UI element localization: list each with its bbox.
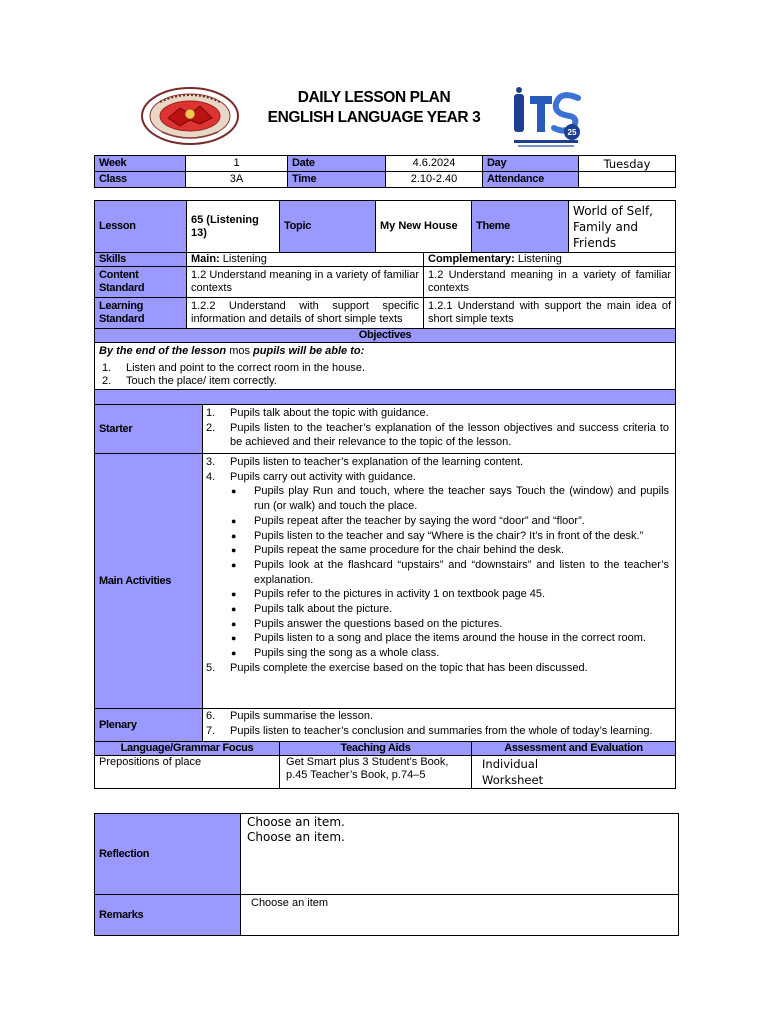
objectives-intro xyxy=(99,344,671,358)
learning-label-line1: Learning xyxy=(99,300,144,312)
main-text: Pupils listen to teacher’s explanation of the learning content. xyxy=(230,456,524,468)
reflection-dropdown-2[interactable]: Choose an item. xyxy=(247,830,345,844)
day-value: Tuesday xyxy=(579,156,676,172)
bullet-icon: ● xyxy=(231,589,237,600)
week-label: Week xyxy=(95,156,186,172)
learning-comp: 1.2.1 Understand with support the main idea of short simple texts xyxy=(424,298,676,329)
plenary-label: Plenary xyxy=(95,709,203,742)
bullet-icon: ● xyxy=(231,604,237,615)
date-value: 4.6.2024 xyxy=(386,156,483,172)
bullet-icon: ● xyxy=(231,545,237,556)
remarks-dropdown[interactable]: Choose an item xyxy=(241,895,679,936)
lesson-value: 65 (Listening 13) xyxy=(187,201,280,253)
comp-skill-label: Complementary: xyxy=(428,253,515,265)
objectives-intro-a: By the end of the lesson xyxy=(99,345,227,357)
starter-item xyxy=(203,421,669,450)
bullet-icon: ● xyxy=(231,633,237,644)
starter-label: Starter xyxy=(95,405,203,454)
assessment-value-line2: Worksheet xyxy=(482,773,544,787)
bullet-icon: ● xyxy=(231,648,237,659)
bullet-text: Pupils sing the song as a whole class. xyxy=(254,647,440,660)
topic-value: My New House xyxy=(376,201,472,253)
main-item xyxy=(203,661,669,676)
starter-number: 2. xyxy=(206,421,216,434)
bullet-text: Pupils listen to the teacher and say “Where is the chair? It’s in front of the desk.” xyxy=(254,529,644,542)
info-table xyxy=(94,155,676,188)
bullet-icon: ● xyxy=(231,486,237,497)
bullet-icon: ● xyxy=(231,515,237,526)
title-line-1: DAILY LESSON PLAN xyxy=(297,89,451,106)
main-skill-label: Main: xyxy=(191,253,220,265)
plenary-number: 7. xyxy=(206,724,216,737)
time-value: 2.10-2.40 xyxy=(386,172,483,188)
bullet-text: Pupils listen to a song and place the items around the house in the correct room. xyxy=(254,632,646,645)
main-activities-label: Main Activities xyxy=(95,454,203,709)
bullet-text: Pupils talk about the picture. xyxy=(254,603,393,616)
language-focus-header: Language/Grammar Focus xyxy=(95,742,280,756)
reflection-label: Reflection xyxy=(95,814,241,895)
objective-text: Listen and point to the correct room in the house. xyxy=(126,362,366,374)
topic-label: Topic xyxy=(280,201,376,253)
comp-skill xyxy=(424,253,676,267)
objectives-header: Objectives xyxy=(95,329,676,343)
assessment-value xyxy=(472,756,676,789)
main-activities-cell xyxy=(203,454,676,709)
reflection-value[interactable] xyxy=(241,814,679,895)
day-label: Day xyxy=(483,156,579,172)
bullet-item xyxy=(203,484,669,513)
main-skill-value: Listening xyxy=(219,253,267,265)
reflection-table xyxy=(94,813,679,936)
teaching-aids-value: Get Smart plus 3 Student’s Book, p.45 Teacher’s Book, p.74–5 xyxy=(280,756,472,789)
class-value: 3A xyxy=(186,172,288,188)
objectives-intro-c: pupils will be able to: xyxy=(253,345,365,357)
lesson-table xyxy=(94,200,676,789)
attendance-label: Attendance xyxy=(483,172,579,188)
main-number: 5. xyxy=(206,661,216,674)
reflection-dropdown-1[interactable]: Choose an item. xyxy=(247,815,345,829)
plenary-cell xyxy=(203,709,676,742)
plenary-item xyxy=(203,709,669,724)
main-skill xyxy=(187,253,424,267)
content-main: 1.2 Understand meaning in a variety of familiar contexts xyxy=(187,267,424,298)
bullet-item xyxy=(203,602,669,617)
starter-number: 1. xyxy=(206,407,216,419)
objective-item xyxy=(99,375,671,388)
assessment-value-line1: Individual xyxy=(482,757,539,771)
ts25-logo xyxy=(508,86,584,150)
week-value: 1 xyxy=(186,156,288,172)
starter-cell xyxy=(203,405,676,454)
objective-item xyxy=(99,362,671,375)
time-label: Time xyxy=(288,172,386,188)
assessment-header: Assessment and Evaluation xyxy=(472,742,676,756)
main-text: Pupils complete the exercise based on the topic that has been discussed. xyxy=(230,661,588,674)
date-label: Date xyxy=(288,156,386,172)
plenary-number: 6. xyxy=(206,710,216,722)
bullet-icon: ● xyxy=(231,559,237,570)
attendance-value xyxy=(579,172,676,188)
bullet-text: Pupils repeat the same procedure for the chair behind the desk. xyxy=(254,544,565,557)
svg-text:25: 25 xyxy=(567,128,577,137)
title-line-2: ENGLISH LANGUAGE YEAR 3 xyxy=(267,109,481,126)
objective-number: 1. xyxy=(102,362,112,374)
content-standard-label xyxy=(95,267,187,298)
school-crest-logo xyxy=(140,86,240,146)
bullet-item xyxy=(203,558,669,587)
bullet-item xyxy=(203,543,669,558)
bullet-item xyxy=(203,646,669,661)
theme-value: World of Self, Family and Friends xyxy=(569,201,676,253)
learning-label-line2: Standard xyxy=(99,313,145,325)
content-label-line1: Content xyxy=(99,269,139,281)
bullet-text: Pupils play Run and touch, where the teacher says Touch the (window) and pupils run (or walk) and touch the place. xyxy=(254,485,670,513)
plenary-text: Pupils summarise the lesson. xyxy=(230,710,374,722)
bullet-item xyxy=(203,617,669,632)
main-item xyxy=(203,470,669,485)
activities-header-bar xyxy=(95,390,676,405)
learning-standard-label xyxy=(95,298,187,329)
main-number: 3. xyxy=(206,456,216,468)
bullet-icon: ● xyxy=(231,530,237,541)
skills-label: Skills xyxy=(95,253,187,267)
learning-main: 1.2.2 Understand with support specific information and details of short simple texts xyxy=(187,298,424,329)
bullet-item xyxy=(203,631,669,646)
main-bullet-list xyxy=(203,484,669,660)
objectives-cell xyxy=(95,343,676,390)
main-number: 4. xyxy=(206,470,216,483)
bullet-item xyxy=(203,514,669,529)
objectives-intro-b: mos xyxy=(226,345,254,357)
bullet-text: Pupils repeat after the teacher by saying the word “door” and “floor”. xyxy=(254,514,585,527)
language-focus-value: Prepositions of place xyxy=(95,756,280,789)
bullet-item xyxy=(203,587,669,602)
lesson-label: Lesson xyxy=(95,201,187,253)
starter-text: Pupils listen to the teacher’s explanation of the lesson objectives and success criteria to be achieved and their relevance to the topic of the lesson. xyxy=(230,421,670,449)
main-item xyxy=(203,455,669,470)
bullet-icon: ● xyxy=(231,618,237,629)
starter-item xyxy=(203,406,669,421)
plenary-item xyxy=(203,724,669,739)
remarks-label: Remarks xyxy=(95,895,241,936)
comp-skill-value: Listening xyxy=(514,253,562,265)
starter-text: Pupils talk about the topic with guidance. xyxy=(230,407,429,419)
content-label-line2: Standard xyxy=(99,282,145,294)
bullet-text: Pupils look at the flashcard “upstairs” and “downstairs” and listen to the teacher’s explanation. xyxy=(254,558,670,586)
teaching-aids-header: Teaching Aids xyxy=(280,742,472,756)
content-comp: 1.2 Understand meaning in a variety of familiar contexts xyxy=(424,267,676,298)
theme-label: Theme xyxy=(472,201,569,253)
main-text: Pupils carry out activity with guidance. xyxy=(230,470,416,483)
bullet-text: Pupils answer the questions based on the pictures. xyxy=(254,617,503,630)
objective-text: Touch the place/ item correctly. xyxy=(126,375,277,387)
objective-number: 2. xyxy=(102,375,112,387)
plenary-text: Pupils listen to teacher’s conclusion and summaries from the whole of today’s learning. xyxy=(230,724,653,737)
bullet-text: Pupils refer to the pictures in activity 1 on textbook page 45. xyxy=(254,588,546,601)
bullet-item xyxy=(203,529,669,544)
class-label: Class xyxy=(95,172,186,188)
